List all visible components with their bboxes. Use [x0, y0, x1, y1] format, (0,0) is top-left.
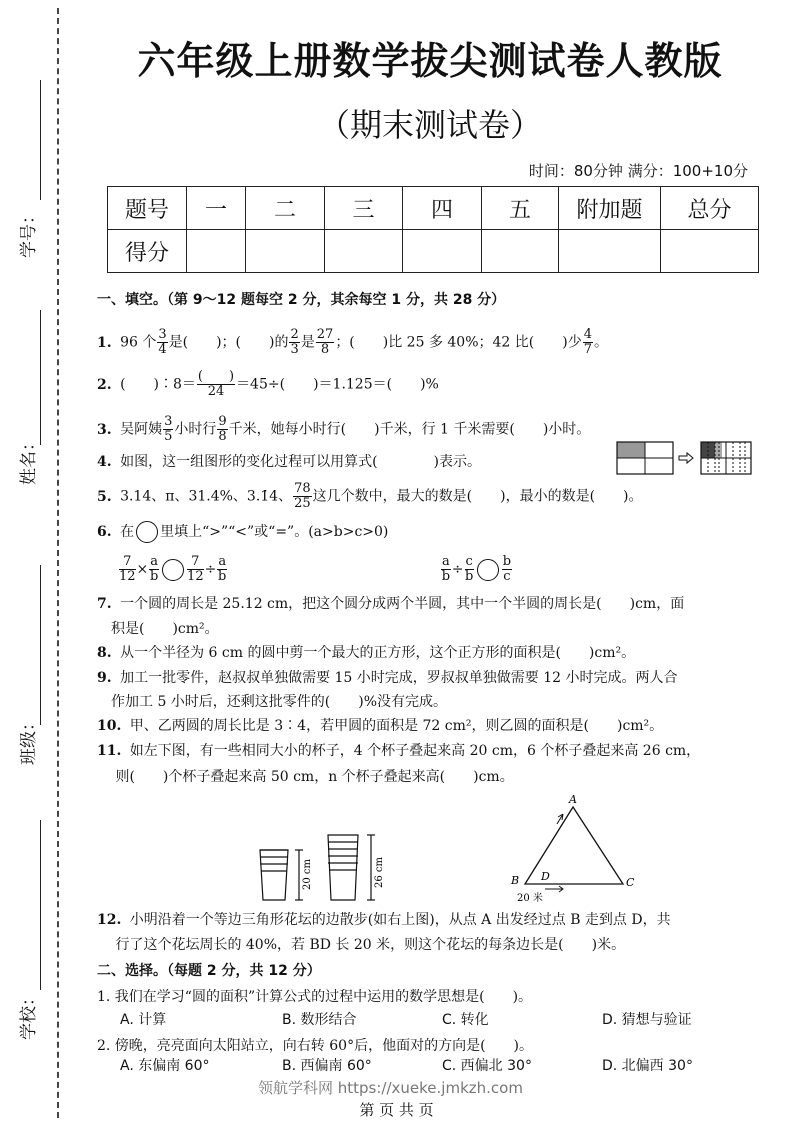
numerator: 2: [290, 327, 299, 342]
question-line: [97, 415, 590, 444]
text-segment: ＝45÷( )＝1.125＝( )%: [236, 376, 439, 393]
numerator: 4: [583, 327, 592, 342]
choice-option[interactable]: A. 东偏南 60°: [120, 1058, 210, 1074]
text-segment: 如图，这一组图形的变化过程可以用算式( )表示。: [115, 454, 481, 470]
point-d-label: D: [541, 870, 550, 883]
score-input-cell[interactable]: [187, 230, 246, 273]
numerator: a: [150, 554, 159, 569]
text-segment: 是( )；( )的: [168, 334, 289, 351]
choice-option[interactable]: B. 数形结合: [282, 1012, 357, 1028]
side-fill-line: [40, 820, 41, 990]
fraction: [163, 415, 173, 444]
text-segment: 小明沿着一个等边三角形花坛的边散步(如右上图)，从点 A 出发经过点 B 走到点 D，共: [125, 912, 671, 928]
text-segment: 3.: [97, 421, 112, 438]
text-segment: 里填上“>”“<”或“=”。(a>b>c>0): [160, 524, 389, 540]
numerator: 3: [164, 414, 173, 429]
question-line: [97, 910, 671, 930]
question-line: [97, 521, 388, 543]
fraction: [149, 555, 159, 584]
question-line: [97, 668, 678, 688]
section2-title: 二、选择。（每题 2 分，共 12 分）: [97, 963, 321, 979]
question-line: [97, 328, 608, 357]
text-segment: 加工一批零件，赵叔叔单独做需要 15 小时完成，罗叔叔单独做需要 12 小时完成。两人合: [115, 670, 678, 686]
score-header-cell: 五: [482, 187, 559, 230]
page-title: 六年级上册数学拔尖测试卷人教版: [137, 39, 723, 83]
score-input-cell[interactable]: [559, 230, 661, 273]
text-segment: 行了这个花坛周长的 40%，若 BD 长 20 米，则这个花坛的每条边长是( )米。: [97, 937, 626, 953]
answer-circle[interactable]: [162, 559, 184, 581]
fraction: [197, 370, 235, 399]
choice-option[interactable]: D. 北偏西 30°: [602, 1058, 693, 1074]
text-segment: ( )∶8＝: [115, 376, 196, 393]
text-segment: 。: [594, 334, 608, 351]
text-segment: 吴阿姨: [115, 421, 163, 438]
fraction: [217, 415, 227, 444]
point-b-label: B: [511, 874, 520, 887]
choice-question: 2. 傍晚，亮亮面向太阳站立，向右转 60°后，他面对的方向是( )。: [97, 1038, 533, 1054]
side-fill-line: [40, 310, 41, 445]
numerator: 7: [119, 555, 136, 570]
text-segment: 6.: [97, 524, 112, 540]
fraction: [502, 555, 512, 584]
score-header-cell: 三: [325, 187, 403, 230]
text-segment: 11.: [97, 743, 122, 759]
text-segment: 96 个: [115, 334, 157, 351]
question-line: [97, 594, 684, 614]
question-line: [97, 619, 219, 639]
binding-dashed-line: [57, 8, 59, 1118]
text-segment: 从一个半径为 6 cm 的圆中剪一个最大的正方形，这个正方形的面积是( )cm²。: [115, 645, 636, 661]
question-line: [97, 935, 625, 955]
text-segment: ；( )比 25 多 40%；42 比( )少: [335, 334, 582, 351]
fraction: [583, 328, 593, 357]
denominator: 12: [119, 569, 136, 584]
text-segment: 5.: [97, 488, 112, 505]
fraction: [289, 328, 299, 357]
fraction: [119, 555, 136, 584]
text-segment: 作加工 5 小时后，还剩这批零件的( )%没有完成。: [97, 694, 448, 710]
text-segment: 3.14、π、31.4%、3.1̇4̇、: [115, 488, 293, 505]
text-segment: 9.: [97, 670, 112, 686]
text-segment: 7.: [97, 596, 112, 612]
question-line: [97, 692, 447, 712]
text-segment: ÷: [451, 561, 464, 578]
numerator: ( ): [197, 369, 235, 384]
text-segment: 小时行: [174, 421, 217, 438]
text-segment: 这几个数中，最大的数是( )，最小的数是( )。: [312, 488, 643, 505]
score-header-cell: 附加题: [559, 187, 661, 230]
text-segment: 在: [115, 524, 135, 540]
question-line: [97, 482, 643, 511]
arrow-right-icon: [679, 453, 693, 463]
fraction: [293, 482, 312, 511]
score-header-cell: 四: [403, 187, 482, 230]
comparison-expression: [440, 555, 513, 584]
answer-circle[interactable]: [136, 521, 158, 543]
cups-height-label-2: 26 cm: [374, 857, 385, 888]
score-header-cell: 题号: [108, 187, 187, 230]
fraction: [157, 328, 167, 357]
text-segment: 千米，她每小时行( )千米，行 1 千米需要( )小时。: [228, 421, 591, 438]
denominator: b: [150, 569, 159, 584]
side-label: 班级：: [19, 714, 39, 765]
fraction: [217, 555, 227, 584]
fraction-figure: [615, 440, 755, 478]
numerator: b: [502, 554, 512, 569]
denominator: 5: [164, 429, 173, 444]
fraction: [316, 328, 335, 357]
denominator: 8: [320, 342, 330, 357]
triangle-figure: [505, 792, 645, 906]
text-segment: ÷: [204, 561, 217, 578]
choice-option[interactable]: C. 转化: [442, 1012, 489, 1028]
text-segment: 是: [300, 334, 315, 351]
cups-figure: [255, 830, 385, 905]
question-line: [97, 767, 514, 787]
choice-option[interactable]: B. 西偏南 60°: [282, 1058, 372, 1074]
denominator: 7: [583, 342, 592, 357]
numerator: 27: [316, 327, 334, 342]
question-line: [97, 716, 663, 736]
text-segment: 如左下图，有一些相同大小的杯子，4 个杯子叠起来高 20 cm，6 个杯子叠起来高 26 cm，: [125, 743, 701, 759]
text-segment: 甲、乙两圆的周长比是 3∶4，若甲圆的面积是 72 cm²，则乙圆的面积是( )cm²。: [125, 718, 664, 734]
numerator: 7: [187, 555, 204, 570]
equilateral-triangle: [525, 807, 623, 884]
numerator: a: [442, 554, 450, 569]
denominator: 12: [187, 569, 204, 584]
text-segment: 12.: [97, 912, 122, 928]
choice-question: 1. 我们在学习“圆的面积”计算公式的过程中运用的数学思想是( )。: [97, 989, 533, 1005]
choice-option[interactable]: D. 猜想与验证: [602, 1012, 692, 1028]
page-footer: 第 页 共 页: [359, 1101, 434, 1119]
text-segment: 2.: [97, 376, 112, 393]
denominator: b: [441, 569, 451, 584]
choice-option[interactable]: C. 西偏北 30°: [442, 1058, 532, 1074]
numerator: 9: [218, 414, 227, 429]
section1-title: 一、填空。（第 9～12 题每空 2 分，其余每空 1 分，共 28 分）: [97, 292, 506, 308]
direction-arrow-icon: [557, 814, 563, 824]
numerator: 78: [294, 481, 311, 496]
text-segment: 一个圆的周长是 25.12 cm，把这个圆分成两个半圆，其中一个半圆的周长是( )cm，面: [115, 596, 685, 612]
shaded-quarter: [617, 442, 645, 458]
text-segment: 10.: [97, 718, 122, 734]
choice-option[interactable]: A. 计算: [120, 1012, 167, 1028]
score-input-cell[interactable]: [325, 230, 403, 273]
time-info: 时间：80分钟 满分：100+10分: [528, 162, 748, 180]
numerator: 3: [158, 327, 167, 342]
answer-circle[interactable]: [477, 559, 499, 581]
point-a-label: A: [569, 793, 577, 806]
denominator: 4: [158, 342, 167, 357]
score-header-cell: 总分: [661, 187, 759, 230]
bd-length-label: 20 米: [517, 893, 543, 904]
score-input-cell[interactable]: [403, 230, 482, 273]
fraction: [465, 555, 474, 584]
watermark: 领航学科网 https://xueke.jmkzh.com: [258, 1079, 523, 1097]
denominator: 25: [294, 496, 311, 511]
denominator: 8: [218, 429, 227, 444]
text-segment: 4.: [97, 454, 112, 470]
fraction: [187, 555, 204, 584]
point-c-label: C: [626, 876, 635, 889]
score-header-cell: 二: [246, 187, 325, 230]
numerator: a: [218, 554, 227, 569]
side-label: 学校：: [19, 989, 39, 1040]
question-line: [97, 452, 481, 472]
score-input-cell[interactable]: [482, 230, 559, 273]
score-table: [107, 186, 759, 273]
text-segment: 8.: [97, 645, 112, 661]
score-header-cell: 一: [187, 187, 246, 230]
denominator: 3: [290, 342, 299, 357]
denominator: b: [218, 569, 227, 584]
numerator: c: [465, 554, 473, 569]
text-segment: ×: [136, 561, 149, 578]
fraction: [441, 555, 451, 584]
comparison-expression: [118, 555, 228, 584]
score-row-label: 得分: [108, 230, 187, 273]
question-line: [97, 370, 439, 399]
page-subtitle: （期末测试卷）: [317, 106, 542, 144]
side-fill-line: [40, 565, 41, 725]
text-segment: 积是( )cm²。: [97, 621, 219, 637]
score-row: [108, 230, 759, 273]
side-label: 姓名：: [19, 434, 39, 485]
denominator: c: [503, 569, 511, 584]
score-header-row: [108, 187, 759, 230]
denominator: 24: [207, 384, 225, 399]
denominator: b: [464, 569, 474, 584]
question-line: [97, 643, 635, 663]
question-line: [97, 741, 700, 761]
score-input-cell[interactable]: [661, 230, 759, 273]
side-label: 学号：: [19, 207, 39, 258]
text-segment: 则( )个杯子叠起来高 50 cm，n 个杯子叠起来高( )cm。: [97, 769, 514, 785]
text-segment: 1.: [97, 334, 112, 351]
cups-height-label-1: 20 cm: [302, 859, 313, 890]
score-input-cell[interactable]: [246, 230, 325, 273]
